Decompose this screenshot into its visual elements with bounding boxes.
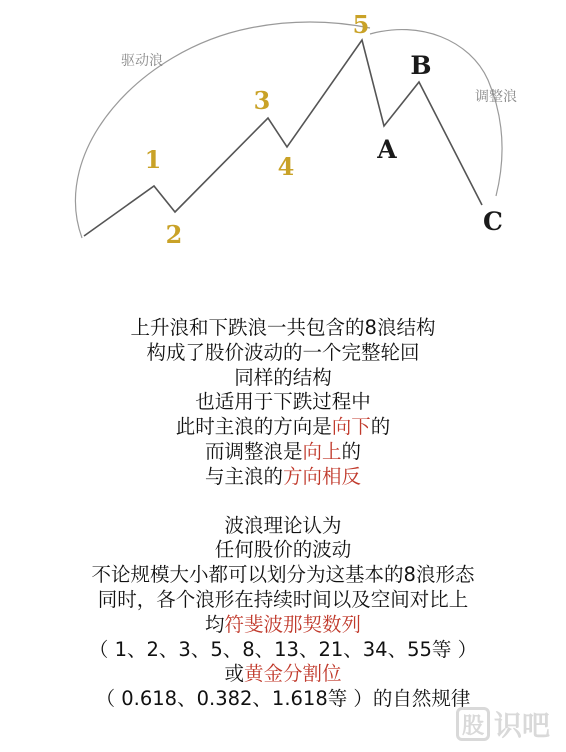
wave-label-2: 2 [165,220,183,249]
wave-label-A: A [377,135,397,164]
text-segment: 与主浪的 [204,464,283,488]
highlight-up: 向上 [302,439,342,463]
text-line: 上升浪和下跌浪一共包含的8浪结构 [130,316,436,339]
text-line: 波浪理论认为 [224,513,342,537]
explanation-text [0,316,566,712]
wave-label-5: 5 [352,10,370,39]
corrective-wave-arc [370,30,502,196]
text-line: （ 1、2、3、5、8、13、21、34、55等 ） [88,637,478,661]
highlight-golden-ratio: 黄金分割位 [244,662,342,686]
highlight-fibonacci: 符斐波那契数列 [224,612,362,636]
wave-label-1: 1 [144,145,162,174]
wave-label-B: B [410,51,432,80]
paragraph-gap [0,490,566,514]
elliott-wave-diagram [0,0,566,300]
text-segment: 此时主浪的方向是 [175,415,332,439]
text-line: （ 0.618、0.382、1.618等 ）的自然规律 [95,687,471,711]
highlight-down: 向下 [331,415,371,439]
text-line: 任何股价的波动 [214,538,352,562]
text-line [0,415,566,440]
text-line [0,465,566,490]
highlight-opposite: 方向相反 [283,464,362,488]
text-line: 也适用于下跌过程中 [195,390,371,414]
wave-label-3: 3 [253,86,271,115]
text-segment: 或 [224,662,244,686]
text-segment: 均 [204,612,225,636]
text-line [0,662,566,687]
text-line [0,613,566,638]
impulse-wave-label: 驱动浪 [121,53,163,69]
text-line: 构成了股价波动的一个完整轮回 [146,340,420,364]
wave-label-C: C [483,207,503,236]
site-watermark [456,704,550,744]
text-segment: 的 [370,415,391,439]
corrective-wave-label: 调整浪 [475,89,517,105]
watermark-logo-icon: 股 [456,707,490,741]
text-line: 同样的结构 [234,365,332,389]
text-segment: 而调整浪是 [204,439,303,463]
watermark-text: 识吧 [493,709,550,742]
text-line: 不论规模大小都可以划分为这基本的8浪形态 [91,563,475,587]
impulse-wave-arc [75,22,370,238]
wave-label-4: 4 [277,152,295,181]
text-line: 同时，各个浪形在持续时间以及空间对比上 [97,587,469,611]
text-segment: 的 [341,439,362,463]
text-line [0,440,566,465]
